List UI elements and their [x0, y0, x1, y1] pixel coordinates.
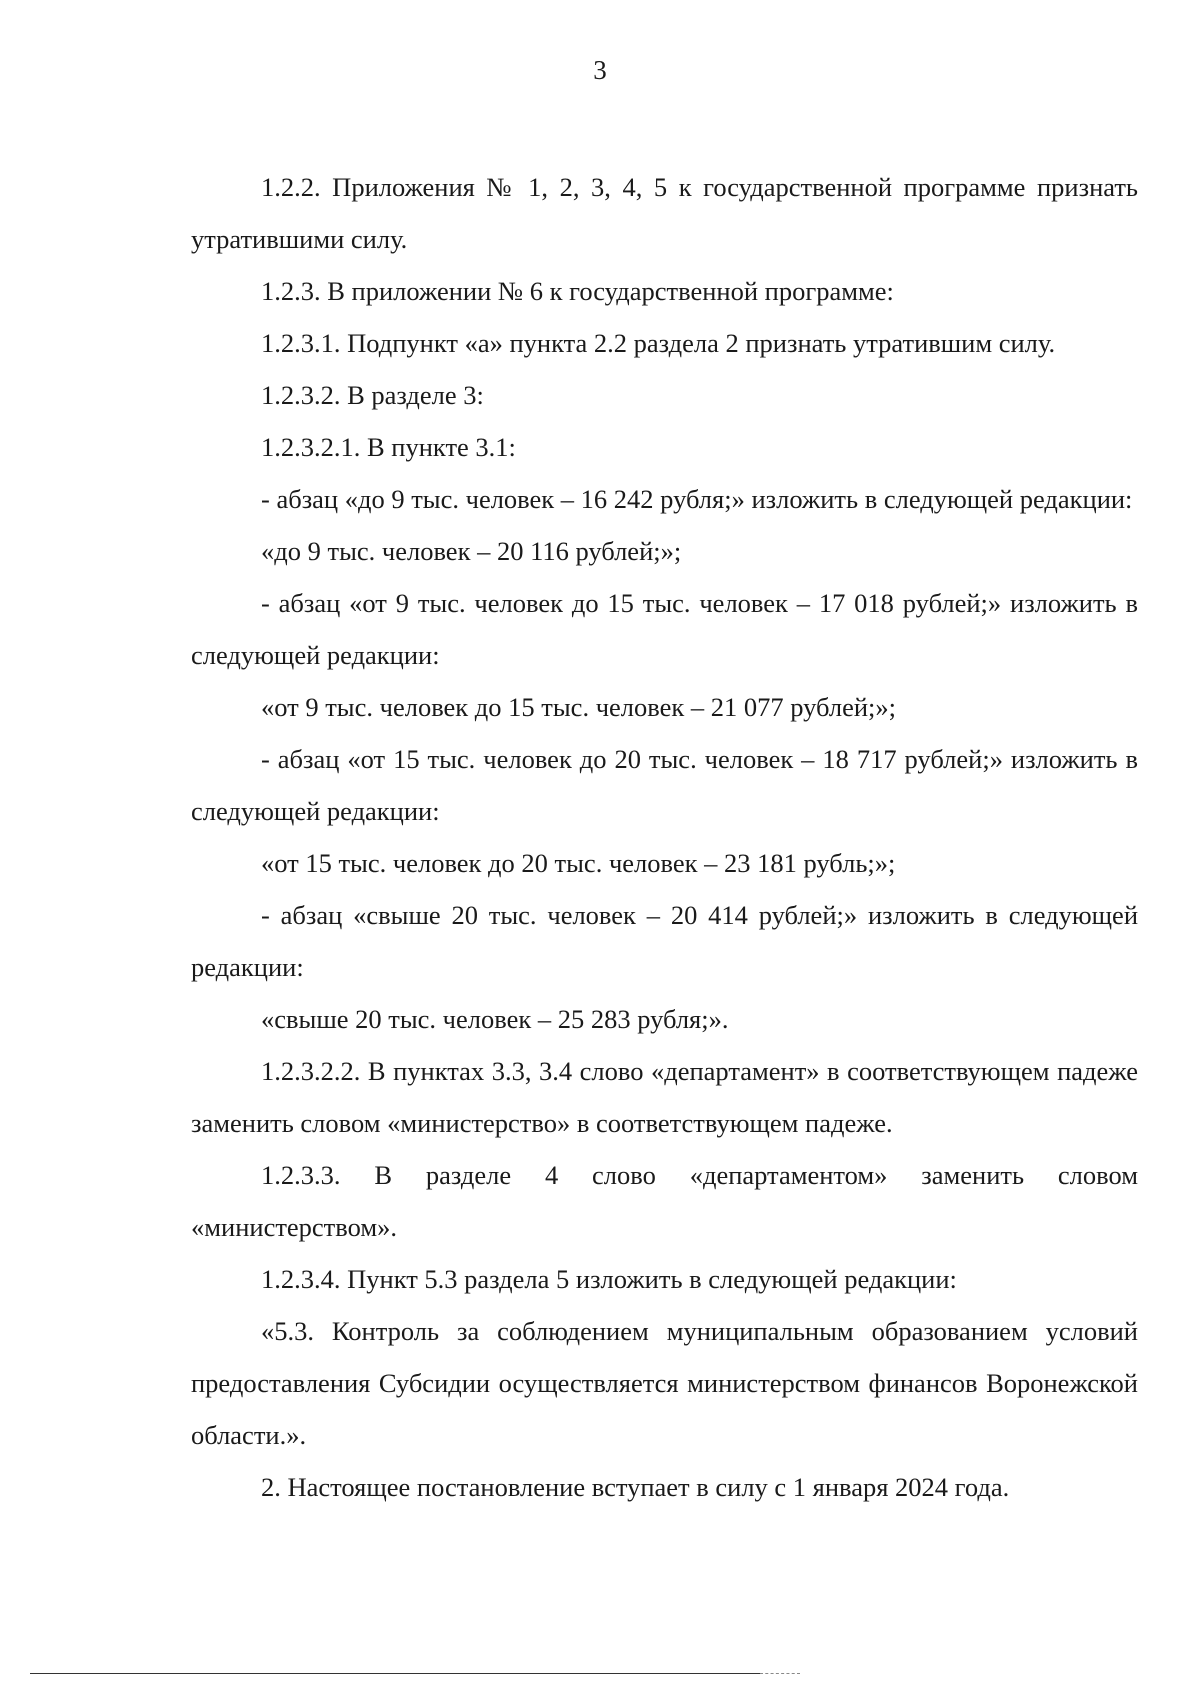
paragraph-1-2-3-2-2: 1.2.3.2.2. В пунктах 3.3, 3.4 слово «департамент» в соответствующем падеже заменить словом «министерство» в соответствующем падеже.: [191, 1056, 1138, 1138]
paragraph-new-svyshe-20: «свыше 20 тыс. человек – 25 283 рубля;».: [261, 1004, 729, 1034]
paragraph-1-2-3-4: 1.2.3.4. Пункт 5.3 раздела 5 изложить в следующей редакции:: [261, 1264, 957, 1294]
paragraph-1-2-3: 1.2.3. В приложении № 6 к государственной программе:: [261, 276, 894, 306]
paragraph-1-2-2: 1.2.2. Приложения № 1, 2, 3, 4, 5 к государственной программе признать утратившими силу.: [191, 172, 1138, 254]
paragraph-1-2-3-3: 1.2.3.3. В разделе 4 слово «департаментом» заменить словом «министерством».: [191, 1160, 1138, 1242]
paragraph-abzac-9-15: - абзац «от 9 тыс. человек до 15 тыс. человек – 17 018 рублей;» изложить в следующей редакции:: [191, 588, 1138, 670]
paragraph-new-do-9: «до 9 тыс. человек – 20 116 рублей;»;: [261, 536, 682, 566]
document-body: [191, 161, 1138, 1513]
paragraph-abzac-15-20: - абзац «от 15 тыс. человек до 20 тыс. человек – 18 717 рублей;» изложить в следующей редакции:: [191, 744, 1138, 826]
paragraph-new-15-20: «от 15 тыс. человек до 20 тыс. человек – 23 181 рубль;»;: [261, 848, 896, 878]
footer-divider-tail: [760, 1673, 800, 1674]
paragraph-new-9-15: «от 9 тыс. человек до 15 тыс. человек – 21 077 рублей;»;: [261, 692, 897, 722]
paragraph-1-2-3-2: 1.2.3.2. В разделе 3:: [261, 380, 484, 410]
paragraph-2-effective-date: 2. Настоящее постановление вступает в силу с 1 января 2024 года.: [261, 1472, 1010, 1502]
paragraph-1-2-3-1: 1.2.3.1. Подпункт «а» пункта 2.2 раздела 2 признать утратившим силу.: [261, 328, 1056, 358]
paragraph-1-2-3-2-1: 1.2.3.2.1. В пункте 3.1:: [261, 432, 516, 462]
paragraph-abzac-do-9: - абзац «до 9 тыс. человек – 16 242 рубля;» изложить в следующей редакции:: [261, 484, 1133, 514]
page-number: 3: [593, 55, 607, 85]
paragraph-abzac-svyshe-20: - абзац «свыше 20 тыс. человек – 20 414 рублей;» изложить в следующей редакции:: [191, 900, 1138, 982]
footer-divider: [30, 1673, 760, 1674]
paragraph-5-3-quote: «5.3. Контроль за соблюдением муниципальным образованием условий предоставления Субсидии осуществляется министерством финансов Воронежской области.».: [191, 1316, 1138, 1450]
